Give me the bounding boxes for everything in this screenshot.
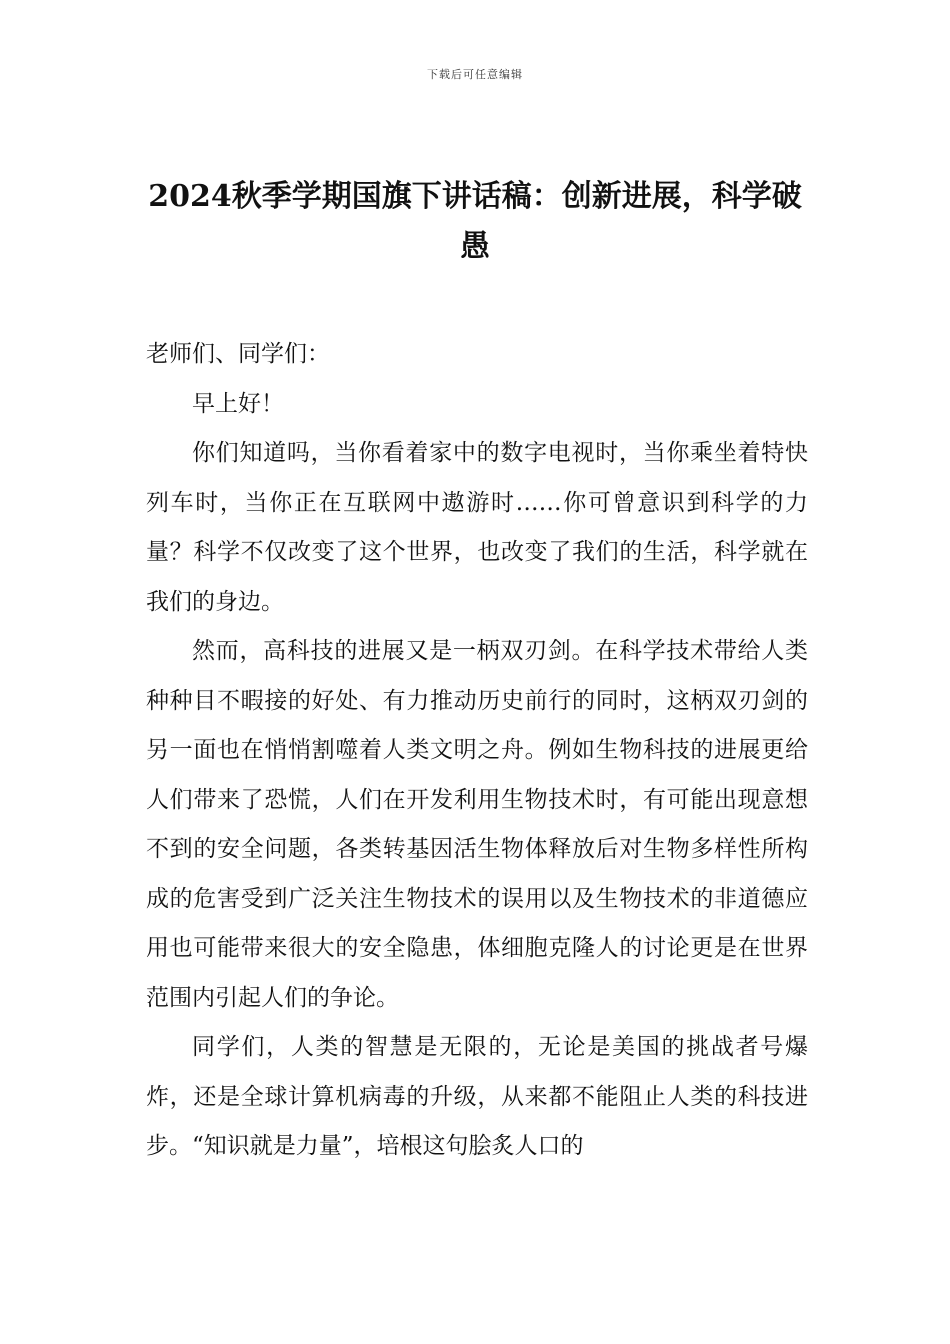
body-paragraph: 同学们，人类的智慧是无限的，无论是美国的挑战者号爆炸，还是全球计算机病毒的升级，从来都不能阻止人类的科技进步。“知识就是力量”，培根这句脍炙人口的 (146, 1034, 808, 1159)
page-title: 2024秋季学期国旗下讲话稿：创新进展，科学破愚 (148, 179, 802, 264)
salutation: 老师们、同学们： (146, 341, 330, 367)
document-body (146, 330, 808, 1172)
body-paragraph: 然而，高科技的进展又是一柄双刃剑。在科学技术带给人类种种目不暇接的好处、有力推动历史前行的同时，这柄双刃剑的另一面也在悄悄割噬着人类文明之舟。例如生物科技的进展更给人们带来了恐慌，人们在开发利用生物技术时，有可能出现意想不到的安全问题，各类转基因活生物体释放后对生物多样性所构成的危害受到广泛关注生物技术的误用以及生物技术的非道德应用也可能带来很大的安全隐患，体细胞克隆人的讨论更是在世界范围内引起人们的争论。 (146, 638, 808, 1011)
greeting-paragraph: 早上好！ (192, 390, 284, 417)
body-paragraph: 你们知道吗，当你看着家中的数字电视时，当你乘坐着特快列车时，当你正在互联网中遨游时……你可曾意识到科学的力量？科学不仅改变了这个世界，也改变了我们的生活，科学就在我们的身边。 (146, 440, 808, 615)
header-note: 下载后可任意编辑 (427, 68, 523, 81)
